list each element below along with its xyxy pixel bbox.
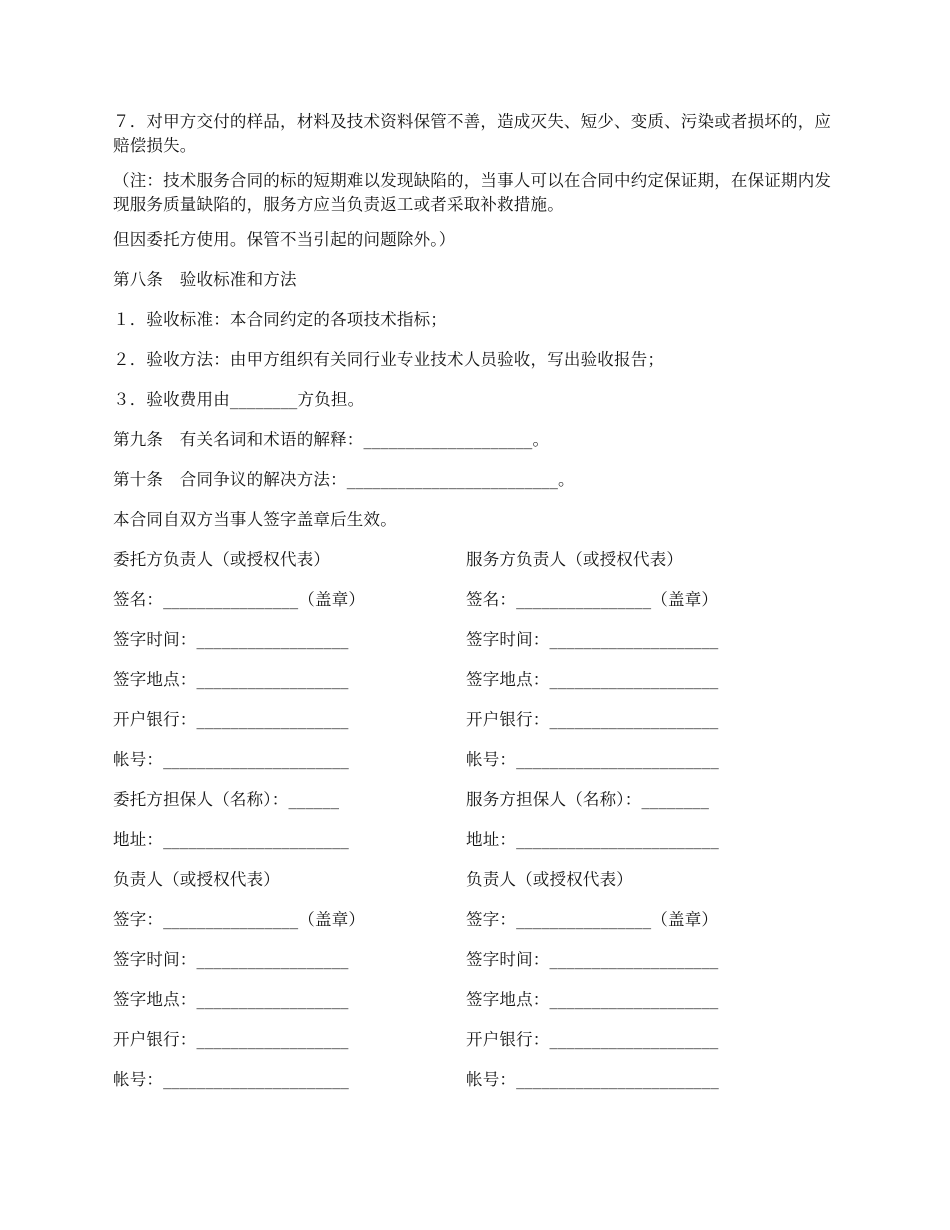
signature-row: [113, 748, 843, 772]
client-field: 签名：________________（盖章）: [113, 590, 366, 609]
client-field: 开户银行：__________________: [113, 710, 349, 729]
signature-row: [113, 628, 843, 652]
note-guarantee-text: （注：技术服务合同的标的短期难以发现缺陷的，当事人可以在合同中约定保证期，在保证期内发现服务质量缺陷的，服务方应当负责返工或者采取补救措施。: [113, 171, 832, 214]
provider-field: 帐号：________________________: [466, 750, 719, 769]
article-8-item-1: １．验收标准：本合同约定的各项技术指标；: [113, 310, 447, 329]
client-field: 签字地点：__________________: [113, 670, 349, 689]
signature-row: [113, 588, 843, 612]
provider-field: 签字地点：____________________: [466, 670, 719, 689]
provider-field: 签字地点：____________________: [466, 990, 719, 1009]
client-field: 帐号：______________________: [113, 1070, 349, 1089]
signature-row: [113, 948, 843, 972]
article-10-text: 第十条 合同争议的解决方法：_________________________。: [113, 470, 575, 489]
signature-row: [113, 988, 843, 1012]
article-9-text: 第九条 有关名词和术语的解释：____________________。: [113, 430, 550, 449]
client-field: 签字：________________（盖章）: [113, 910, 366, 929]
provider-field: 开户银行：____________________: [466, 1030, 719, 1049]
signature-row: [113, 1028, 843, 1052]
provider-field: 负责人（或授权代表）: [466, 870, 633, 889]
provider-field: 开户银行：____________________: [466, 710, 719, 729]
note-exception-text: 但因委托方使用。保管不当引起的问题除外。）: [113, 230, 456, 249]
signature-row: [113, 828, 843, 852]
client-field: 开户银行：__________________: [113, 1030, 349, 1049]
article-8-heading: 第八条 验收标准和方法: [113, 270, 297, 289]
client-field: 签字地点：__________________: [113, 990, 349, 1009]
client-field: 负责人（或授权代表）: [113, 870, 280, 889]
client-field: 签字时间：__________________: [113, 630, 349, 649]
signature-row: [113, 1068, 843, 1092]
provider-field: 服务方负责人（或授权代表）: [466, 550, 684, 569]
document-page: [113, 110, 843, 1108]
signature-row: [113, 868, 843, 892]
clause-7-text: ７．对甲方交付的样品，材料及技术资料保管不善，造成灭失、短少、变质、污染或者损坏的，应赔偿损失。: [113, 112, 832, 155]
client-field: 签字时间：__________________: [113, 950, 349, 969]
provider-field: 地址：________________________: [466, 830, 719, 849]
article-8-item-3: ３．验收费用由________方负担。: [113, 390, 365, 409]
client-field: 帐号：______________________: [113, 750, 349, 769]
article-8-item-2: ２．验收方法：由甲方组织有关同行业专业技术人员验收，写出验收报告；: [113, 350, 665, 369]
provider-field: 签名：________________（盖章）: [466, 590, 719, 609]
provider-field: 签字：________________（盖章）: [466, 910, 719, 929]
signature-row: [113, 708, 843, 732]
signature-row: [113, 668, 843, 692]
provider-field: 服务方担保人（名称）：________: [466, 790, 710, 809]
provider-field: 签字时间：____________________: [466, 630, 719, 649]
effective-clause: 本合同自双方当事人签字盖章后生效。: [113, 510, 397, 529]
client-field: 委托方负责人（或授权代表）: [113, 550, 331, 569]
client-field: 地址：______________________: [113, 830, 349, 849]
signature-row: [113, 548, 843, 572]
signature-block: [113, 548, 843, 1092]
signature-row: [113, 908, 843, 932]
client-field: 委托方担保人（名称）：______: [113, 790, 340, 809]
signature-row: [113, 788, 843, 812]
provider-field: 帐号：________________________: [466, 1070, 719, 1089]
provider-field: 签字时间：____________________: [466, 950, 719, 969]
